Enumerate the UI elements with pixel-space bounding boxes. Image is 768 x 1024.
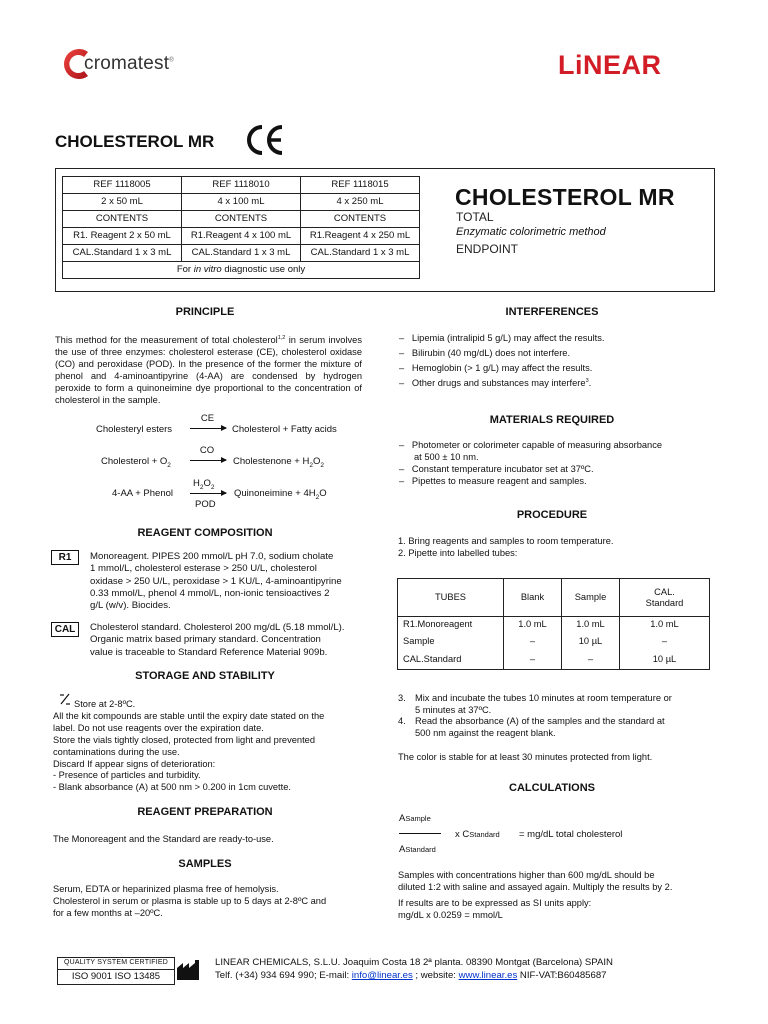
principle-text: This method for the measurement of total cholesterol$^{1,2}$ in serum involves the use of three enzymes: cholesterol esterase (CE), cholesterol oxidase (CO) and peroxidase (POD). In the presence of the former the mixture of phenol and 4-aminoantipyrine (4-AA) are condensed by hydrogen peroxide to form a quinoneimine dye proportional to the concentration of cholesterol in the sample.	[55, 335, 362, 405]
cromatest-wordmark: cromatest®	[84, 53, 174, 74]
procedure-header-cell: Sample	[562, 579, 620, 617]
material-item: – Constant temperature incubator set at 37ºC.	[399, 463, 594, 474]
procedure-steps-1-2	[398, 536, 710, 560]
temperature-limit-icon	[58, 692, 72, 706]
procedure-cell: Sample	[398, 634, 504, 651]
r1-label: R1	[51, 550, 79, 565]
ref-cell: R1.Reagent 4 x 100 mL	[182, 228, 301, 245]
calc-line: diluted 1:2 with saline and assayed again. Multiply the results by 2.	[398, 881, 673, 892]
storage-line: Discard If appear signs of deterioration:	[53, 758, 216, 769]
cal-line: Cholesterol standard. Cholesterol 200 mg/dL (5.18 mmol/L).	[90, 622, 345, 633]
procedure-cell: –	[620, 634, 710, 651]
product-info-box	[55, 168, 715, 292]
ref-cell: CONTENTS	[63, 211, 182, 228]
reaction-3-enzyme: POD	[195, 499, 216, 510]
email-link[interactable]: info@linear.es	[351, 970, 413, 981]
interferences-heading: INTERFERENCES	[505, 306, 599, 318]
samples-text	[53, 884, 365, 920]
ref-cell: REF 1118005	[63, 177, 182, 194]
calc-line: mg/dL x 0.0259 = mmol/L	[398, 909, 503, 920]
procedure-cell: 1.0 mL	[504, 617, 562, 634]
cal-label: CAL	[51, 622, 79, 637]
ref-cell: 4 x 250 mL	[301, 194, 420, 211]
reaction-1-product: Cholesterol + Fatty acids	[232, 424, 337, 435]
formula-numerator: ASample	[399, 813, 431, 824]
reagent-preparation-heading: REAGENT PREPARATION	[137, 806, 273, 818]
in-vitro-notice: For in vitro diagnostic use only	[63, 262, 420, 279]
ref-cell: 2 x 50 mL	[63, 194, 182, 211]
ref-cell: CAL.Standard 1 x 3 mL	[301, 245, 420, 262]
materials-list	[399, 440, 711, 488]
formula-multiplier: x CStandard	[455, 829, 500, 840]
procedure-step: 1. Bring reagents and samples to room temperature.	[398, 536, 614, 546]
storage-text	[53, 711, 363, 794]
ref-cell: CONTENTS	[182, 211, 301, 228]
quality-heading: QUALITY SYSTEM CERTIFIED	[58, 958, 174, 970]
reaction-2-product: Cholestenone + $H_2O_2$	[233, 456, 324, 469]
quality-certification-box	[57, 957, 175, 985]
manufacturer-contact: Telf. (+34) 934 694 990; E-mail: info@linear.es ; website: www.linear.es NIF-VAT:B60485687	[215, 970, 607, 981]
procedure-table	[397, 578, 710, 670]
procedure-cell: 10 µL	[562, 634, 620, 651]
interferences-list	[399, 333, 709, 393]
document-title: CHOLESTEROL MR	[55, 132, 215, 151]
ref-cell: CONTENTS	[301, 211, 420, 228]
ref-cell: REF 1118015	[301, 177, 420, 194]
storage-line: - Presence of particles and turbidity.	[53, 770, 201, 781]
procedure-cell: CAL.Standard	[398, 651, 504, 670]
calculations-heading: CALCULATIONS	[509, 782, 595, 794]
procedure-heading: PROCEDURE	[516, 509, 588, 521]
calculations-dilution-text	[398, 870, 708, 894]
reaction-1-arrow-icon	[190, 428, 226, 429]
formula-result: = mg/dL total cholesterol	[519, 829, 623, 840]
reaction-3-cofactor: $H_2O_2$	[193, 478, 215, 491]
calculation-formula	[399, 813, 623, 858]
procedure-header-cell: Blank	[504, 579, 562, 617]
reagent-composition-heading: REAGENT COMPOSITION	[137, 527, 273, 539]
website-link[interactable]: www.linear.es	[458, 970, 518, 981]
product-method: Enzymatic colorimetric method	[456, 226, 606, 238]
ref-cell: 4 x 100 mL	[182, 194, 301, 211]
product-subtitle-total: TOTAL	[456, 210, 494, 224]
r1-line: g/L (w/v). Biocides.	[90, 600, 171, 612]
r1-line: Monoreagent. PIPES 200 mmol/L pH 7.0, sodium cholate	[90, 551, 334, 562]
reaction-2-enzyme: CO	[199, 445, 215, 456]
samples-heading: SAMPLES	[178, 858, 232, 870]
r1-description	[90, 551, 362, 612]
storage-line: All the kit compounds are stable until the expiry date stated on the	[53, 711, 325, 721]
calc-line: Samples with concentrations higher than 600 mg/dL should be	[398, 870, 655, 880]
material-item: – Pipettes to measure reagent and samples.	[399, 475, 587, 486]
calculations-si-text	[398, 898, 708, 922]
cal-line: Organic matrix based primary standard. Concentration	[90, 634, 321, 646]
storage-line: label. Do not use reagents over the expiration date.	[53, 722, 264, 733]
procedure-cell: 10 µL	[620, 651, 710, 670]
reaction-3-reactant: 4-AA + Phenol	[112, 488, 174, 499]
storage-line: - Blank absorbance (A) at 500 nm > 0.200 in 1cm cuvette.	[53, 782, 291, 793]
procedure-step-3: 3. Mix and incubate the tubes 10 minutes at room temperature or 5 minutes at 37ºC.	[398, 693, 672, 715]
procedure-cell: R1.Monoreagent	[398, 617, 504, 634]
reaction-2-arrow-icon	[190, 460, 226, 461]
storage-line: contaminations during the use.	[53, 746, 180, 757]
procedure-cell: 1.0 mL	[562, 617, 620, 634]
color-stability-note: The color is stable for at least 30 minutes protected from light.	[398, 752, 653, 762]
principle-heading: PRINCIPLE	[175, 306, 235, 318]
cal-description	[90, 622, 365, 659]
ref-cell: R1. Reagent 2 x 50 mL	[63, 228, 182, 245]
ref-cell: R1.Reagent 4 x 250 mL	[301, 228, 420, 245]
linear-logo: LiNEAR	[558, 50, 662, 80]
interference-item: – Other drugs and substances may interfere$^3$.	[399, 378, 592, 389]
storage-temp: Store at 2-8ºC.	[74, 699, 136, 709]
r1-line: 1 mmol/L, cholesterol esterase > 250 U/L, cholesterol	[90, 563, 317, 575]
procedure-cell: 1.0 mL	[620, 617, 710, 634]
samples-line: for a few months at –20ºC.	[53, 907, 163, 918]
reaction-3-arrow-icon	[190, 493, 226, 494]
ce-mark-icon	[244, 123, 286, 157]
material-item-cont: at 500 ± 10 nm.	[414, 451, 479, 462]
procedure-cell: –	[504, 651, 562, 670]
reaction-1-reactant: Cholesteryl esters	[96, 424, 173, 435]
ref-cell: CAL.Standard 1 x 3 mL	[182, 245, 301, 262]
ref-cell: REF 1118010	[182, 177, 301, 194]
reaction-3-product: Quinoneimine + $4H_2O$	[234, 488, 327, 501]
product-title: CHOLESTEROL MR	[455, 184, 675, 210]
reagent-preparation-text: The Monoreagent and the Standard are ready-to-use.	[53, 834, 274, 844]
reaction-1-enzyme: CE	[200, 413, 215, 424]
r1-line: oxidase > 250 U/L, peroxidase > 1 KU/L, 4-aminoantipyrine	[90, 575, 342, 587]
interference-item: – Hemoglobin (> 1 g/L) may affect the results.	[399, 363, 593, 373]
procedure-header-cell: TUBES	[398, 579, 504, 617]
fraction-bar	[399, 833, 441, 834]
ref-cell: CAL.Standard 1 x 3 mL	[63, 245, 182, 262]
reaction-2-reactant: Cholesterol + $O_2$	[101, 456, 171, 469]
manufacturer-icon	[176, 959, 202, 981]
procedure-step: 2. Pipette into labelled tubes:	[398, 547, 518, 558]
storage-line: Store the vials tightly closed, protected from light and prevented	[53, 734, 316, 745]
manufacturer-address: LINEAR CHEMICALS, S.L.U. Joaquim Costa 18 2ª planta. 08390 Montgat (Barcelona) SPAIN	[215, 957, 613, 968]
ref-table	[62, 176, 420, 279]
samples-line: Serum, EDTA or heparinized plasma free of hemolysis.	[53, 884, 279, 894]
interference-item: – Lipemia (intralipid 5 g/L) may affect the results.	[399, 333, 605, 343]
procedure-header-cell: CAL. Standard	[620, 579, 710, 617]
cal-line: value is traceable to Standard Reference Material 909b.	[90, 646, 328, 658]
materials-heading: MATERIALS REQUIRED	[489, 414, 615, 426]
product-endpoint: ENDPOINT	[456, 242, 519, 256]
iso-standards: ISO 9001 ISO 13485	[71, 970, 161, 982]
samples-line: Cholesterol in serum or plasma is stable up to 5 days at 2-8ºC and	[53, 895, 327, 906]
procedure-cell: –	[562, 651, 620, 670]
procedure-cell: –	[504, 634, 562, 651]
calc-line: If results are to be expressed as SI units apply:	[398, 898, 592, 908]
formula-denominator: AStandard	[399, 844, 436, 855]
procedure-step-4: 4. Read the absorbance (A) of the samples and the standard at 500 nm against the reagent blank.	[398, 716, 665, 738]
r1-line: 0.33 mmol/L, phenol 4 mmol/L, non-ionic tensioactives 2	[90, 587, 330, 599]
storage-heading: STORAGE AND STABILITY	[135, 670, 275, 682]
interference-item: – Bilirubin (40 mg/dL) does not interfere.	[399, 348, 571, 358]
material-item: – Photometer or colorimeter capable of measuring absorbance	[399, 440, 663, 450]
